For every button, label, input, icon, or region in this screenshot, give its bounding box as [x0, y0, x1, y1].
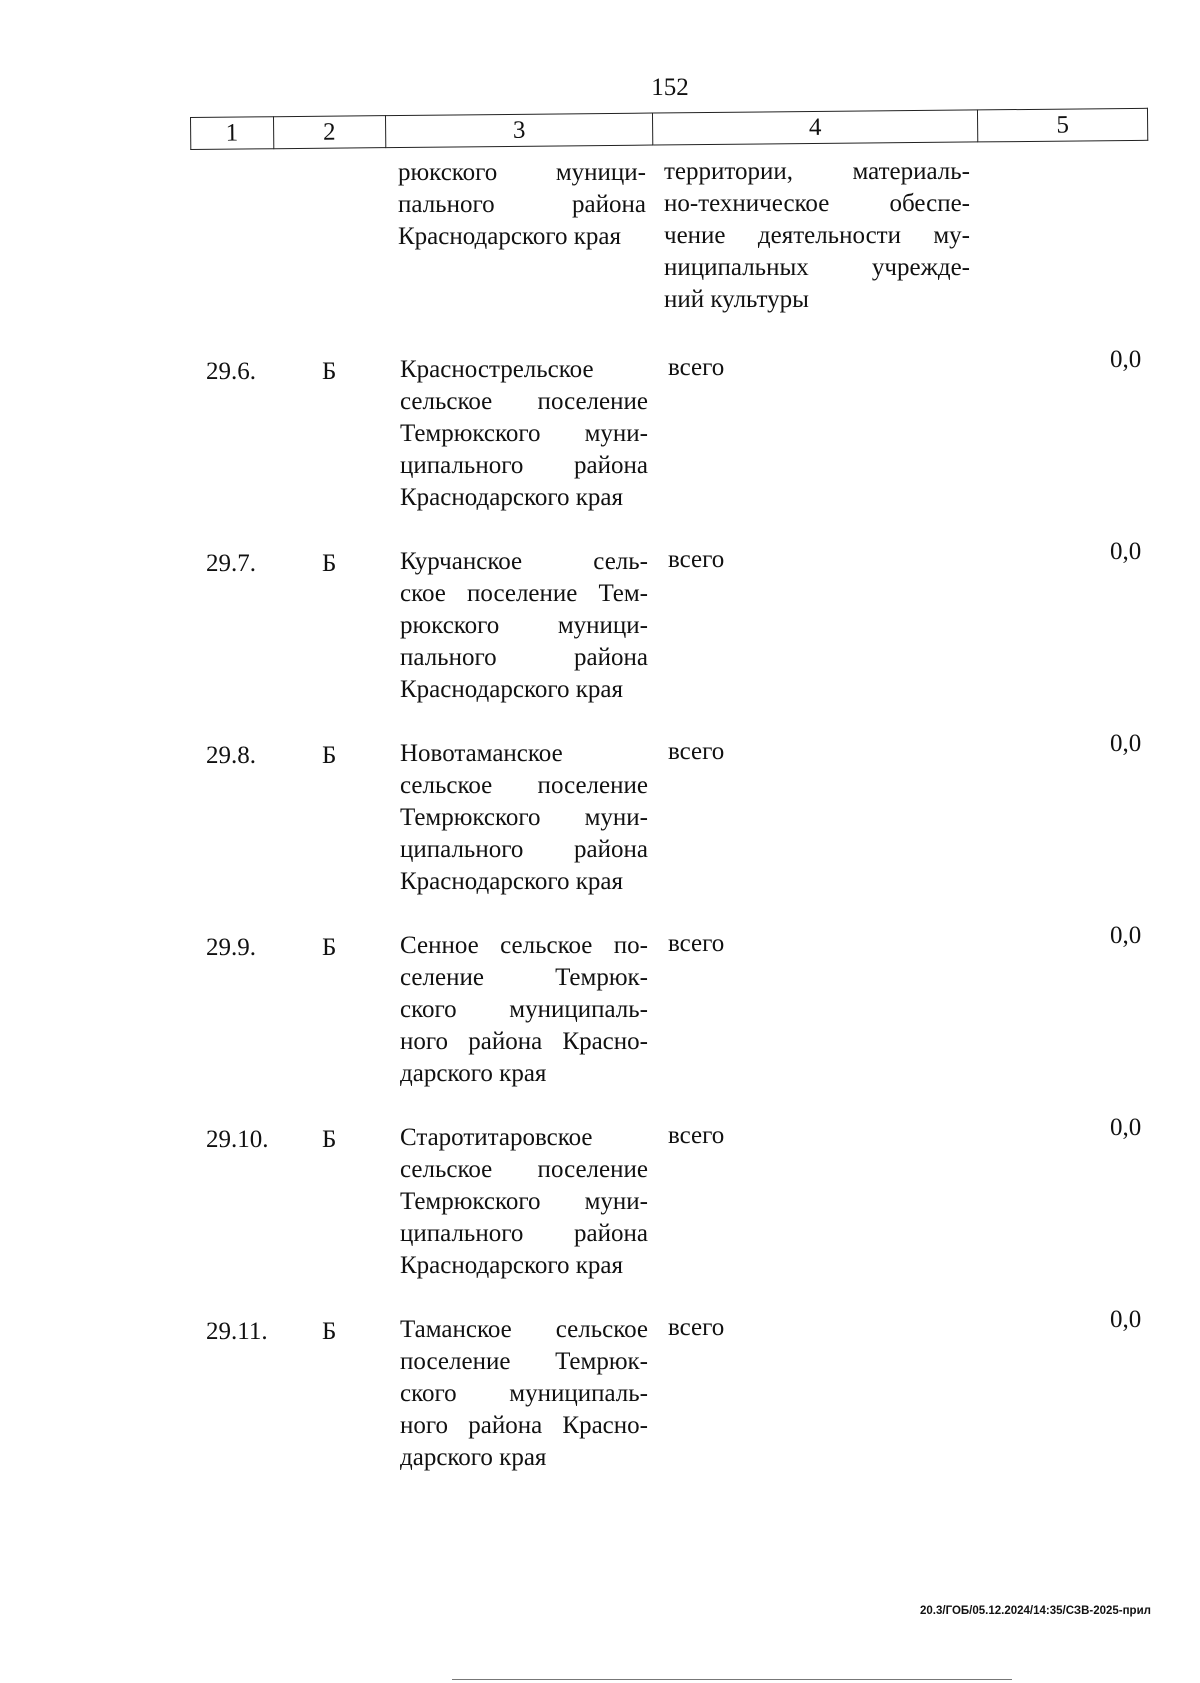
row-value: 0,0 [1110, 538, 1142, 565]
table-row [0, 346, 1200, 530]
row-number: 29.8. [206, 742, 256, 769]
row-name-line: ного района Красно- [400, 1028, 648, 1055]
row-indicator: всего [668, 1314, 725, 1341]
row-indicator: всего [668, 738, 725, 765]
row-type: Б [322, 358, 337, 385]
row-type: Б [322, 550, 337, 577]
row-name-line: сельское поселение [400, 772, 648, 799]
row-name-line: Краснодарского края [400, 868, 623, 895]
row-name-line: Темрюкского муни- [400, 420, 648, 447]
row-value: 0,0 [1110, 346, 1142, 373]
row-value: 0,0 [1110, 1114, 1142, 1141]
row-indicator: всего [668, 1122, 725, 1149]
row-number: 29.10. [206, 1126, 269, 1153]
row-value: 0,0 [1110, 1306, 1142, 1333]
row-name-line: Курчанское сель- [400, 548, 648, 575]
row-value: 0,0 [1110, 922, 1142, 949]
row-value: 0,0 [1110, 730, 1142, 757]
row-name-line: Темрюкского муни- [400, 1188, 648, 1215]
row-indicator: всего [668, 930, 725, 957]
row-name-line: ское поселение Тем- [400, 580, 648, 607]
row-name [400, 546, 648, 706]
continuation-col4-line: территории, материаль- [664, 158, 970, 185]
row-type: Б [322, 1126, 337, 1153]
row-name [400, 1122, 648, 1282]
table-row [0, 538, 1200, 722]
row-type: Б [322, 934, 337, 961]
row-name-line: дарского края [400, 1444, 547, 1471]
row-name [400, 930, 648, 1090]
row-name-line: рюкского муници- [400, 612, 648, 639]
table-row [0, 730, 1200, 914]
row-name-line: ципального района [400, 452, 648, 479]
row-name-line: Новотаманское [400, 740, 563, 767]
row-name-line: сельское поселение [400, 1156, 648, 1183]
row-type: Б [322, 742, 337, 769]
row-name-line: Краснодарского края [400, 1252, 623, 1279]
header-col-4: 4 [653, 110, 978, 145]
row-name-line: ного района Красно- [400, 1412, 648, 1439]
row-name-line: Сенное сельское по- [400, 932, 648, 959]
row-name-line: ципального района [400, 1220, 648, 1247]
row-name [400, 738, 648, 898]
continuation-col3-line: пального района [398, 191, 646, 218]
continuation-col4-line: ниципальных учрежде- [664, 254, 970, 281]
row-name-line: Краснострельское [400, 356, 594, 383]
page-number: 152 [651, 74, 689, 101]
row-name-line: пального района [400, 644, 648, 671]
row-type: Б [322, 1318, 337, 1345]
row-name-line: Таманское сельское [400, 1316, 648, 1343]
row-name-line: поселение Темрюк- [400, 1348, 648, 1375]
row-indicator: всего [668, 546, 725, 573]
row-name-line: дарского края [400, 1060, 547, 1087]
table-row [0, 1306, 1200, 1490]
row-name-line: сельское поселение [400, 388, 648, 415]
continuation-col4-line: чение деятельности му- [664, 222, 970, 249]
table-row [0, 1114, 1200, 1298]
row-number: 29.6. [206, 358, 256, 385]
row-name-line: селение Темрюк- [400, 964, 648, 991]
continuation-col3-line: рюкского муници- [398, 159, 646, 186]
row-name-line: Краснодарского края [400, 676, 623, 703]
row-name-line: Темрюкского муни- [400, 804, 648, 831]
row-indicator: всего [668, 354, 725, 381]
row-name-line: ципального района [400, 836, 648, 863]
header-col-3: 3 [385, 113, 653, 148]
continuation-col3-line: Краснодарского края [398, 223, 621, 250]
row-name-line: ского муниципаль- [400, 1380, 648, 1407]
row-number: 29.11. [206, 1318, 268, 1345]
row-number: 29.7. [206, 550, 256, 577]
row-name-line: ского муниципаль- [400, 996, 648, 1023]
continuation-col4-line: но-техническое обеспе- [664, 190, 970, 217]
header-col-1: 1 [191, 117, 274, 150]
table-row [0, 922, 1200, 1106]
row-number: 29.9. [206, 934, 256, 961]
header-col-2: 2 [273, 116, 386, 149]
row-name-line: Старотитаровское [400, 1124, 593, 1151]
row-name [400, 354, 648, 514]
bottom-rule [452, 1679, 1012, 1680]
row-name-line: Краснодарского края [400, 484, 623, 511]
row-name [400, 1314, 648, 1474]
continuation-col4-line: ний культуры [664, 286, 809, 313]
header-col-5: 5 [977, 108, 1147, 142]
document-stamp: 20.3/ГОБ/05.12.2024/14:35/СЗВ-2025-прил [920, 1605, 1151, 1617]
